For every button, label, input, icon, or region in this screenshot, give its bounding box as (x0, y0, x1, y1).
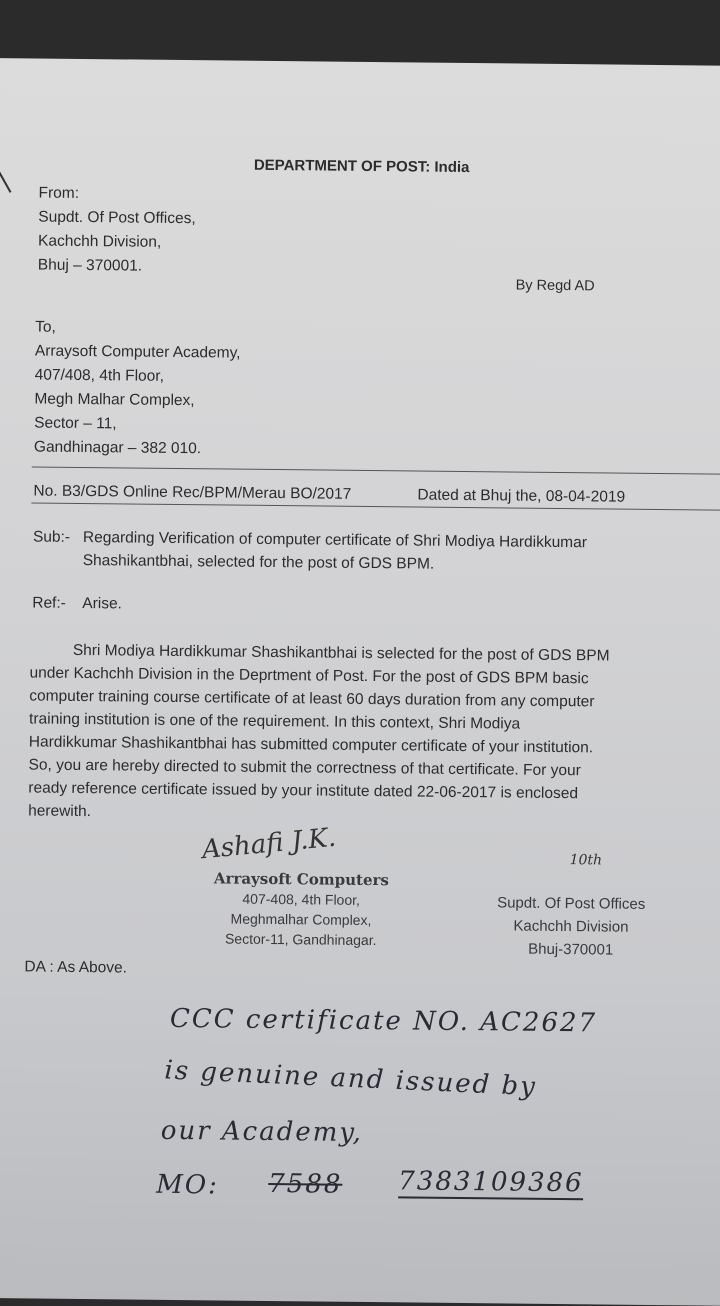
letter-page (0, 58, 720, 1306)
body-line: computer training course certificate of at least 60 days duration from any computer (29, 687, 595, 711)
subject-line: Shashikantbhai, selected for the post of GDS BPM. (82, 551, 435, 573)
body-line: ready reference certificate issued by your institute dated 22-06-2017 is enclosed (28, 779, 579, 803)
body-paragraph (28, 638, 720, 829)
body-line: training institution is one of the requirement. In this context, Shri Modiya (28, 710, 521, 733)
to-line: 407/408, 4th Floor, (34, 366, 165, 385)
reference-number: No. B3/GDS Online Rec/BPM/Merau BO/2017 (33, 482, 352, 503)
stamp-left (196, 868, 407, 950)
stamp-line: Meghmalhar Complex, (230, 910, 372, 929)
handwritten-mobile-number: 7383109386 (398, 1166, 584, 1199)
from-label: From: (38, 184, 80, 202)
subject-line: Regarding Verification of computer certificate of Shri Modiya Hardikkumar (82, 529, 588, 552)
stamp-line: Supdt. Of Post Offices (497, 894, 646, 913)
body-line: Shri Modiya Hardikkumar Shashikantbhai is selected for the post of GDS BPM (29, 641, 610, 665)
stamp-right (471, 891, 672, 962)
body-line: So, you are hereby directed to submit the correctness of that certificate. For your (28, 756, 581, 780)
to-line: Megh Malhar Complex, (34, 390, 195, 410)
reference-date: Dated at Bhuj the, 08-04-2019 (417, 486, 626, 506)
to-label: To, (35, 318, 56, 336)
handwritten-line: our Academy, (160, 1115, 364, 1148)
stamp-line: Sector-11, Gandhinagar. (224, 930, 377, 949)
handwritten-line: is genuine and issued by (163, 1055, 538, 1103)
from-line: Bhuj – 370001. (37, 256, 143, 275)
subject-label: Sub:- (32, 528, 71, 546)
handwritten-line: CCC certificate NO. AC2627 (169, 1003, 598, 1039)
stamp-line: Bhuj-370001 (528, 940, 614, 959)
from-line: Supdt. Of Post Offices, (38, 208, 196, 228)
handwritten-struck-number: 7588 (268, 1168, 343, 1200)
signature-right-initials: 10th (569, 852, 603, 869)
body-line: herewith. (28, 802, 92, 821)
to-line: Gandhinagar – 382 010. (33, 438, 202, 458)
ref-label: Ref:- (32, 594, 66, 612)
to-line: Sector – 11, (34, 414, 117, 433)
delivery-mode: By Regd AD (515, 277, 595, 295)
handwritten-mobile-label: MO: (156, 1169, 220, 1201)
ref-value: Arise. (82, 594, 123, 613)
body-line: under Kachchh Division in the Deprtment of Post. For the post of GDS BPM basic (29, 664, 589, 688)
to-line: Arraysoft Computer Academy, (34, 342, 241, 362)
enclosure-note: DA : As Above. (24, 958, 128, 977)
body-line: Hardikkumar Shashikantbhai has submitted computer certificate of your institution. (28, 733, 594, 757)
page-title: DEPARTMENT OF POST: India (253, 156, 470, 177)
from-line: Kachchh Division, (37, 232, 162, 251)
stamp-line: Arraysoft Computers (213, 869, 389, 890)
signature-left: Ashafi J.K. (200, 822, 338, 866)
stamp-line: 407-408, 4th Floor, (242, 890, 361, 908)
pen-mark (0, 167, 11, 192)
divider (32, 466, 720, 474)
stamp-line: Kachchh Division (513, 917, 629, 936)
